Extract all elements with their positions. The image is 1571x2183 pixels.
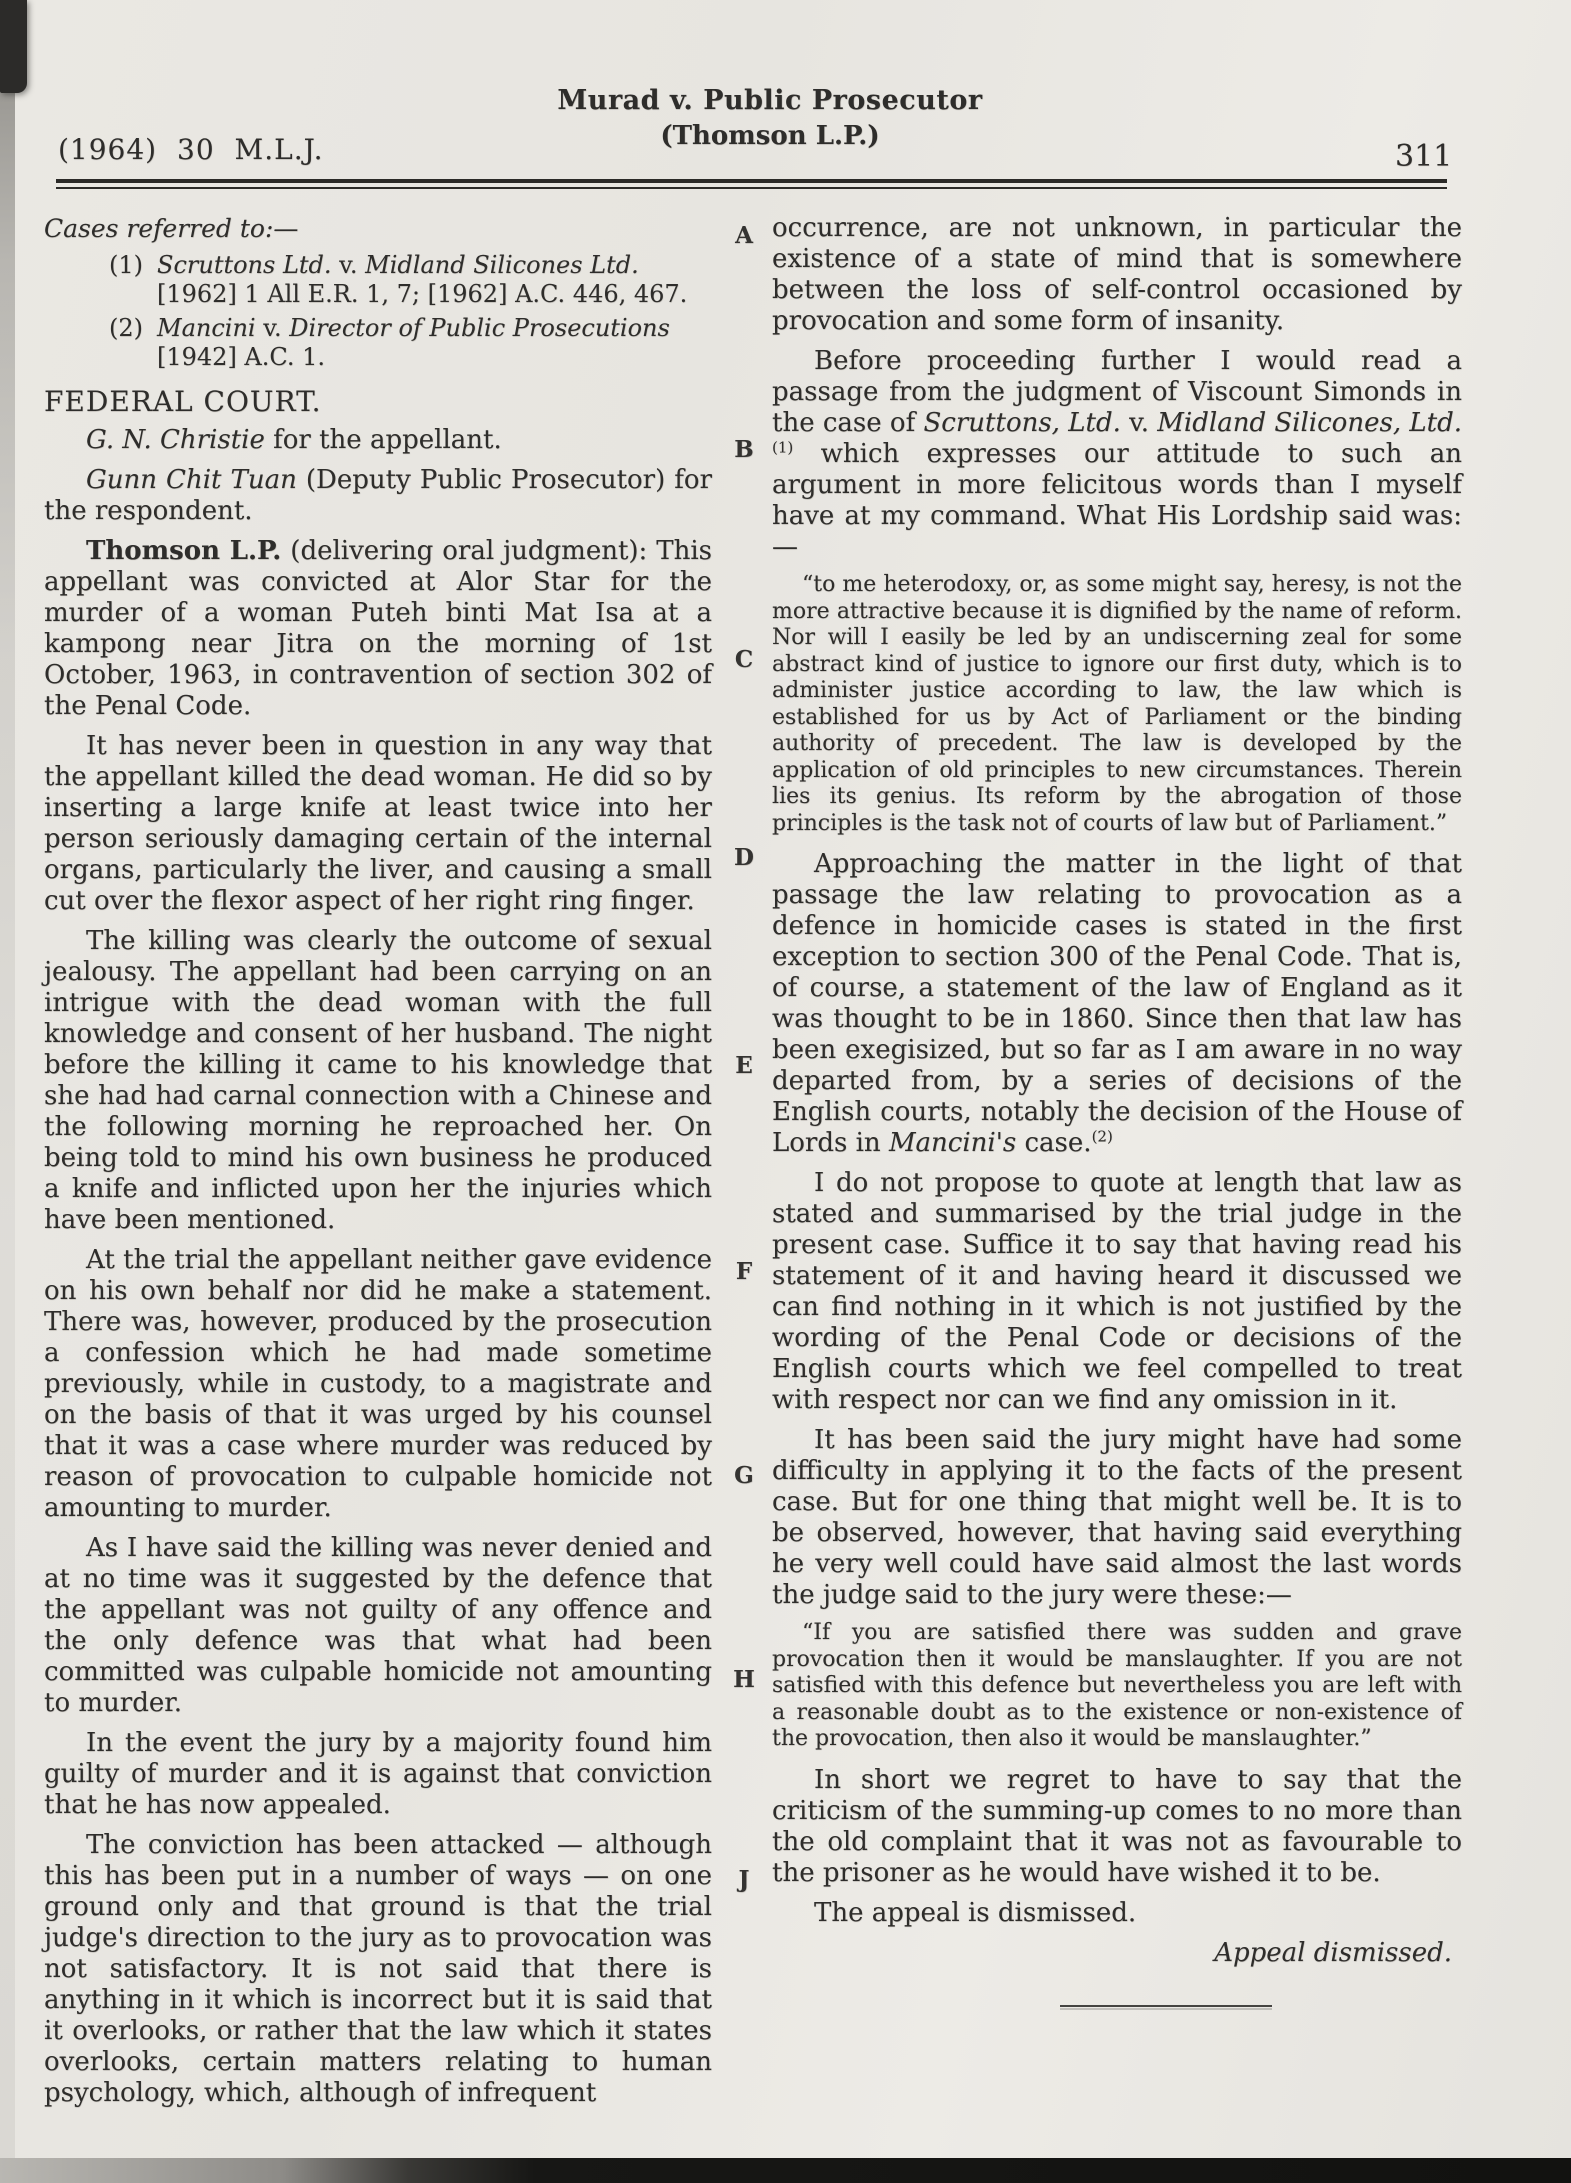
margin-letter-d: D <box>734 844 754 871</box>
paragraph-9-vs: v. <box>1120 408 1158 438</box>
judgment-paragraph-4: At the trial the appellant neither gave evidence on his own behalf nor did he make a statement. There was, however, produced by the prosecution a confession which he had made sometime previously, while in custody, to a magistrate and on the basis of that it was urged by his counsel that it was a case where murder was reduced by reason of provocation to culpable homicide not amounting to murder. <box>44 1245 712 1523</box>
paragraph-10-post: case. <box>1016 1128 1092 1158</box>
citation-2-reference: [1942] A.C. 1. <box>157 343 326 371</box>
margin-letter-c: C <box>734 646 754 673</box>
left-column <box>44 213 712 2118</box>
margin-letter-j: J <box>738 1866 750 1893</box>
margin-letter-h: H <box>733 1666 755 1693</box>
running-head-case-title: Murad v. Public Prosecutor <box>557 85 983 116</box>
citation-2-party-a: Mancini <box>157 314 256 342</box>
margin-letter-f: F <box>735 1258 753 1285</box>
court-heading: FEDERAL COURT. <box>44 385 322 418</box>
counsel-respondent-role: (Deputy Public Prosecutor) for the respondent. <box>44 465 712 526</box>
citation-2-vs: v. <box>263 314 282 342</box>
citation-1-number: (1) <box>109 251 143 279</box>
citation-1 <box>44 251 712 309</box>
footnote-ref-2: (2) <box>1091 1127 1113 1146</box>
judgment-paragraph-5: As I have said the killing was never denied and at no time was it suggested by the defence that the appellant was not guilty of any offence and the only defence was that what had been committed was culpable homicide not amounting to murder. <box>44 1533 712 1718</box>
margin-letter-b: B <box>734 436 754 463</box>
counsel-respondent-name: Gunn Chit Tuan <box>86 465 297 495</box>
block-quote-summing-up: “If you are satisfied there was sudden and grave provocation then it would be manslaughter. If you are not satisfied with this defence but nevertheless you are left with a reasonable doubt as to the existence or non-existence of the provocation, then also it would be manslaughter.” <box>772 1620 1462 1751</box>
citation-2-number: (2) <box>109 314 143 342</box>
end-of-report-rule <box>1060 2005 1272 2007</box>
paragraph-9-pre: Before proceeding further I would read a passage from the judgment of Viscount Simonds in the case of <box>772 346 1462 438</box>
judgment-paragraph-11: I do not propose to quote at length that law as stated and summarised by the trial judge in the present case. Suffice it to say that having read his statement of it and having heard it discussed we can find nothing in it which is not justified by the wording of the Penal Code or decisions of the English courts which we feel compelled to treat with respect nor can we find any omission in it. <box>772 1168 1462 1415</box>
header-rule <box>56 179 1447 189</box>
judgment-paragraph-2: It has never been in question in any way that the appellant killed the dead woman. He did so by inserting a large knife at least twice into her person seriously damaging certain of the internal organs, particularly the liver, and causing a small cut over the flexor aspect of her right ring finger. <box>44 731 712 916</box>
counsel-appellant <box>44 425 712 456</box>
running-head <box>470 85 1070 151</box>
counsel-appellant-role: for the appellant. <box>264 425 502 455</box>
volume-citation: (1964) 30 M.L.J. <box>58 133 324 166</box>
judgment-paragraph-14: The appeal is dismissed. <box>814 1897 1137 1928</box>
paragraph-10-case: Mancini's <box>888 1128 1017 1158</box>
judgment-paragraph-10 <box>772 849 1462 1159</box>
paragraph-10-pre: Approaching the matter in the light of that passage the law relating to provocation as a defence in homicide cases is stated in the first exception to section 300 of the Penal Code. That is, of course, a statement of the law of England as it was thought to be in 1860. Since then that law has been exegisized, but so far as I am aware in no way departed from, by a series of decisions of the English courts, notably the decision of the House of Lords in <box>772 849 1462 1158</box>
judgment-paragraph-1-text: (delivering oral judgment): This appellant was convicted at Alor Star for the murder of a woman Puteh binti Mat Isa at a kampong near Jitra on the morning of 1st October, 1963, in contravention of section 302 of the Penal Code. <box>44 536 713 721</box>
citation-1-vs: v. <box>339 251 358 279</box>
judgment-paragraph-1 <box>44 536 712 722</box>
scan-bottom-band <box>0 2158 1571 2183</box>
citation-2 <box>44 314 712 372</box>
citation-2-party-b: Director of Public Prosecutions <box>289 314 670 342</box>
counsel-appellant-name: G. N. Christie <box>86 425 265 455</box>
counsel-respondent <box>44 465 712 527</box>
scan-top-left-mark <box>0 0 27 93</box>
paragraph-9-case-b-full: Midland Silicones, <box>1157 408 1402 438</box>
header-rule-thick <box>56 179 1447 183</box>
citation-1-reference: [1962] 1 All E.R. 1, 7; [1962] A.C. 446, 467. <box>157 280 688 308</box>
citation-1-party-a: Scruttons Ltd. <box>157 251 332 279</box>
page-number: 311 <box>1395 139 1453 174</box>
judgment-paragraph-7: The conviction has been attacked — although this has been put in a number of ways — on one ground only and that ground is that the trial judge's direction to the jury as to provocation was not satisfactory. It is not said that there is anything in it which is incorrect but it is said that it overlooks, or rather that the law which it states overlooks, certain matters relating to human psychology, which, although of infrequent <box>44 1830 712 2108</box>
margin-letter-g: G <box>734 1462 754 1489</box>
judgment-paragraph-3: The killing was clearly the outcome of sexual jealousy. The appellant had been carrying on an intrigue with the dead woman with the full knowledge and consent of her husband. The night before the killing it came to his knowledge that she had had carnal connection with a Chinese and the following morning he reproached her. On being told to mind his own business he produced a knife and inflicted upon her the injuries which have been mentioned. <box>44 926 712 1235</box>
header-rule-thin <box>56 187 1447 189</box>
paragraph-9-case-a: Scruttons, Ltd. <box>923 408 1121 438</box>
citation-1-party-b: Midland Silicones Ltd. <box>365 251 639 279</box>
judgment-paragraph-8: occurrence, are not unknown, in particular the existence of a state of mind that is somewhere between the loss of self-control occasioned by provocation and some form of insanity. <box>772 213 1462 336</box>
judgment-paragraph-9 <box>772 346 1462 563</box>
judgment-paragraph-12: It has been said the jury might have had some difficulty in applying it to the facts of the present case. But for one thing that might well be. It is to be observed, however, that having said everything he very well could have said almost the last words the judge said to the jury were these:— <box>772 1425 1462 1610</box>
running-head-judge: (Thomson L.P.) <box>660 121 880 151</box>
cases-referred-heading: Cases referred to:— <box>44 214 299 243</box>
margin-letter-a: A <box>735 222 753 249</box>
paragraph-9-post: which expresses our attitude to such an argument in more felicitous words than I myself have at my command. What His Lordship said was:— <box>772 439 1462 562</box>
scan-left-edge <box>0 0 15 2183</box>
judgment-paragraph-13: In short we regret to have to say that the criticism of the summing-up comes to no more than the old complaint that it was not as favourable to the prisoner as he would have wished it to be. <box>772 1764 1462 1888</box>
paragraph-9-case-b: Ltd. <box>1409 408 1462 438</box>
judgment-paragraph-6: In the event the jury by a majority found him guilty of murder and it is against that conviction that he has now appealed. <box>44 1728 712 1820</box>
disposition-line: Appeal dismissed. <box>1214 1937 1452 1968</box>
judge-name-lead: Thomson L.P. <box>86 536 282 566</box>
block-quote-simonds: “to me heterodoxy, or, as some might say, heresy, is not the more attractive because it is dignified by the name of reform. Nor will I easily be led by an undiscerning zeal for some abstract kind of justice to ignore our first duty, which is to administer justice according to law, the law which is established for us by Act of Parliament or the binding authority of precedent. The law is developed by the application of old principles to new circumstances. Therein lies its genius. Its reform by the abrogation of those principles is the task not of courts of law but of Parliament.” <box>772 572 1462 836</box>
right-column <box>772 213 1462 2007</box>
footnote-ref-1: (1) <box>772 438 794 457</box>
margin-letter-e: E <box>735 1052 753 1079</box>
